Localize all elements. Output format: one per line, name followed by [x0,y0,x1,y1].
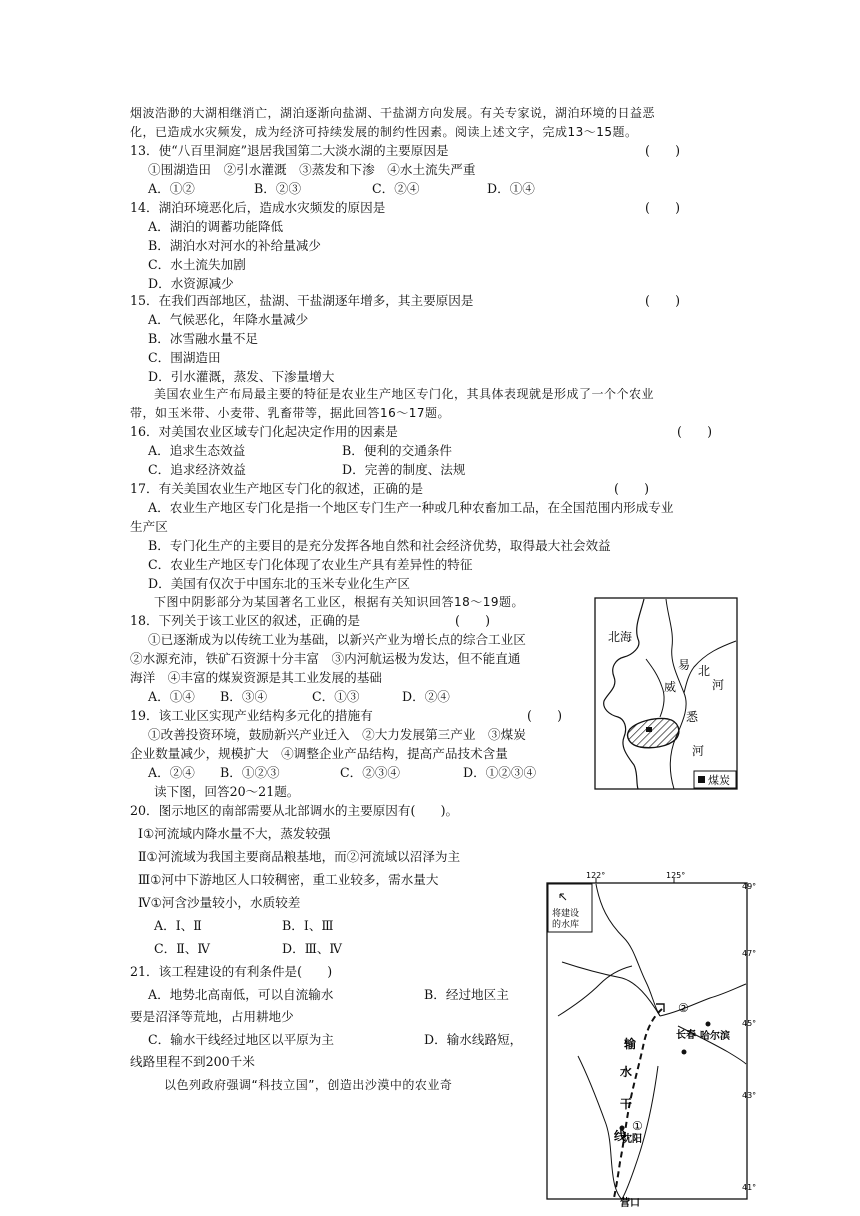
question-19-option-b: B．①②③ [220,765,280,780]
question-20-item-2: Ⅱ①河流域为我国主要商品粮基地，而②河流域以沼泽为主 [138,849,461,864]
question-21-option-c: C．输水干线经过地区以平原为主 [148,1032,334,1047]
lon-122: 122° [586,871,606,880]
question-20-item-3: Ⅲ①河中下游地区人口较稠密，重工业较多，需水量大 [138,872,439,887]
question-19-option-c: C．②③④ [340,765,401,780]
intro2-line-1: 美国农业生产布局最主要的特征是农业生产地区专门化，其具体表现就是形成了一个个农业 [154,387,655,401]
question-17-option-a-line1: A．农业生产地区专门化是指一个地区专门生产一种或几种农畜加工品，在全国范围内形成专业 [148,500,674,515]
question-14-option-a: A．湖泊的调蓄功能降低 [148,219,284,234]
label-he-2: 河 [692,744,705,758]
question-19-option-d: D．①②③④ [463,765,537,780]
question-16-stem: 16．对美国农业区域专门化起决定作用的因素是 [130,424,398,439]
label-bei: 北 [698,664,711,678]
question-18-option-a: A．①④ [148,689,195,704]
question-15-option-c: C．围湖造田 [148,350,221,365]
intro4: 读下图，回答20～21题。 [154,784,300,799]
label-wei: 威 [664,680,677,694]
question-20-option-d: D．Ⅲ、Ⅳ [282,941,343,956]
label-he-1: 河 [712,678,725,692]
question-19-line2: 企业数量减少，规模扩大 ④调整企业产品结构，提高产品技术含量 [130,746,508,761]
intro2-line-2: 带，如玉米带、小麦带、乳畜带等，据此回答16～17题。 [130,406,451,420]
question-17-option-a-line2: 生产区 [130,519,168,534]
question-13-items: ①围湖造田 ②引水灌溉 ③蒸发和下渗 ④水土流失严重 [148,162,476,177]
question-13-stem: 13．使“八百里洞庭”退居我国第二大淡水湖的主要原因是 [130,143,449,158]
question-21-option-d-line1: D．输水线路短， [424,1032,523,1047]
question-18-option-d: D．②④ [402,689,450,704]
question-20-option-b: B．Ⅰ、Ⅲ [282,918,334,933]
industrial-region-map [594,597,738,790]
question-17-blank: ( ) [614,481,650,496]
label-north-sea: 北海 [608,630,633,644]
city-harbin: 哈尔滨 [700,1031,730,1042]
question-14-option-c: C．水土流失加剧 [148,257,246,272]
lat-41: 41° [742,1183,757,1192]
question-14-stem: 14．湖泊环境恶化后，造成水灾频发的原因是 [130,200,386,215]
question-17-option-d: D．美国有仅次于中国东北的玉米专业化生产区 [148,576,410,591]
question-20-option-a: A．Ⅰ、Ⅱ [154,918,202,933]
question-20-item-4: Ⅳ①河含沙量较小，水质较差 [138,895,301,910]
question-18-option-b: B．③④ [220,689,268,704]
coal-marker [646,727,652,732]
legend-line-2: 的水库 [552,920,580,930]
question-15-stem: 15．在我们西部地区，盐湖、干盐湖逐年增多，其主要原因是 [130,293,474,308]
question-18-line3: 海洋 ④丰富的煤炭资源是其工业发展的基础 [130,670,382,685]
label-gan: 干 [620,1097,633,1111]
intro-line-1: 烟波浩渺的大湖相继消亡，湖泊逐渐向盐湖、干盐湖方向发展。有关专家说，湖泊环境的日益恶 [130,106,656,120]
intro5: 以色列政府强调“科技立国”，创造出沙漠中的农业奇 [164,1078,453,1092]
question-14-option-d: D．水资源减少 [148,276,234,291]
label-shu: 输 [624,1037,637,1051]
question-13-option-a: A．①② [148,181,195,196]
question-18-blank: ( ) [455,613,491,628]
legend-line-1: 将建设 [552,909,580,919]
coal-legend-icon [698,776,705,783]
question-16-option-c: C．追求经济效益 [148,462,246,477]
city-changchun: 长春 [676,1030,696,1041]
question-18-option-c: C．①③ [312,689,360,704]
city-harbin-dot [706,1022,711,1027]
lat-49: 49° [742,882,757,891]
question-15-blank: ( ) [645,293,681,308]
question-21-stem: 21．该工程建设的有利条件是( ) [130,964,333,979]
question-19-stem: 19．该工业区实现产业结构多元化的措施有 [130,708,373,723]
water-diversion-map [528,866,768,1216]
question-19-blank: ( ) [527,708,563,723]
question-18-line1: ①已逐渐成为以传统工业为基础，以新兴产业为增长点的综合工业区 [148,632,526,647]
question-16-option-a: A．追求生态效益 [148,443,246,458]
question-13-option-b: B．②③ [254,181,302,196]
city-shenyang: 沈阳 [622,1134,642,1145]
question-13-option-d: D．①④ [487,181,535,196]
label-xi: 悉 [686,710,699,724]
lat-43: 43° [742,1091,757,1100]
legend-coal: 煤炭 [708,774,730,787]
city-changchun-dot [682,1050,687,1055]
intro-line-2: 化，已造成水灾频发，成为经济可持续发展的制约性因素。阅读上述文字，完成13～15题。 [130,125,638,139]
label-xian: 线 [614,1129,627,1143]
question-20-stem: 20．图示地区的南部需要从北部调水的主要原因有( )。 [130,803,459,818]
question-20-option-c: C．Ⅱ、Ⅳ [154,941,210,956]
mark-1: ① [632,1119,643,1133]
question-18-stem: 18．下列关于该工业区的叙述，正确的是 [130,613,361,628]
question-15-option-a: A．气候恶化，年降水量减少 [148,312,309,327]
label-shui: 水 [620,1065,633,1079]
lon-125: 125° [666,871,686,880]
question-18-line2: ②水源充沛，铁矿石资源十分丰富 ③内河航运极为发达，但不能直通 [130,651,521,666]
question-19-option-a: A．②④ [148,765,195,780]
label-yi: 易 [678,658,691,672]
question-16-blank: ( ) [677,424,713,439]
question-20-item-1: Ⅰ①河流域内降水量不大，蒸发较强 [138,826,331,841]
question-21-option-d-line2: 线路里程不到200千米 [130,1054,255,1069]
question-16-option-d: D．完善的制度、法规 [342,462,466,477]
question-13-option-c: C．②④ [372,181,420,196]
mark-2: ② [678,1001,689,1015]
question-21-option-b-line2: 要是沼泽等荒地，占用耕地少 [130,1009,294,1024]
question-14-option-b: B．湖泊水对河水的补给量减少 [148,238,321,253]
question-17-option-b: B．专门化生产的主要目的是充分发挥各地自然和社会经济优势，取得最大社会效益 [148,538,611,553]
city-yingkou: 营口 [620,1198,640,1209]
question-15-option-b: B．冰雪融水量不足 [148,331,259,346]
question-17-stem: 17．有关美国农业生产地区专门化的叙述，正确的是 [130,481,424,496]
question-21-option-b-line1: B．经过地区主 [424,987,509,1002]
lat-45: 45° [742,1019,757,1028]
question-15-option-d: D．引水灌溉，蒸发、下渗量增大 [148,369,335,384]
question-14-blank: ( ) [645,200,681,215]
question-17-option-c: C．农业生产地区专门化体现了农业生产具有差异性的特征 [148,557,473,572]
lat-47: 47° [742,949,757,958]
question-21-option-a: A．地势北高南低，可以自流输水 [148,987,334,1002]
question-19-line1: ①改善投资环境，鼓励新兴产业迁入 ②大力发展第三产业 ③煤炭 [148,727,526,742]
intro3: 下图中阴影部分为某国著名工业区，根据有关知识回答18～19题。 [154,595,525,609]
question-16-option-b: B．便利的交通条件 [342,443,453,458]
question-13-blank: ( ) [645,143,681,158]
